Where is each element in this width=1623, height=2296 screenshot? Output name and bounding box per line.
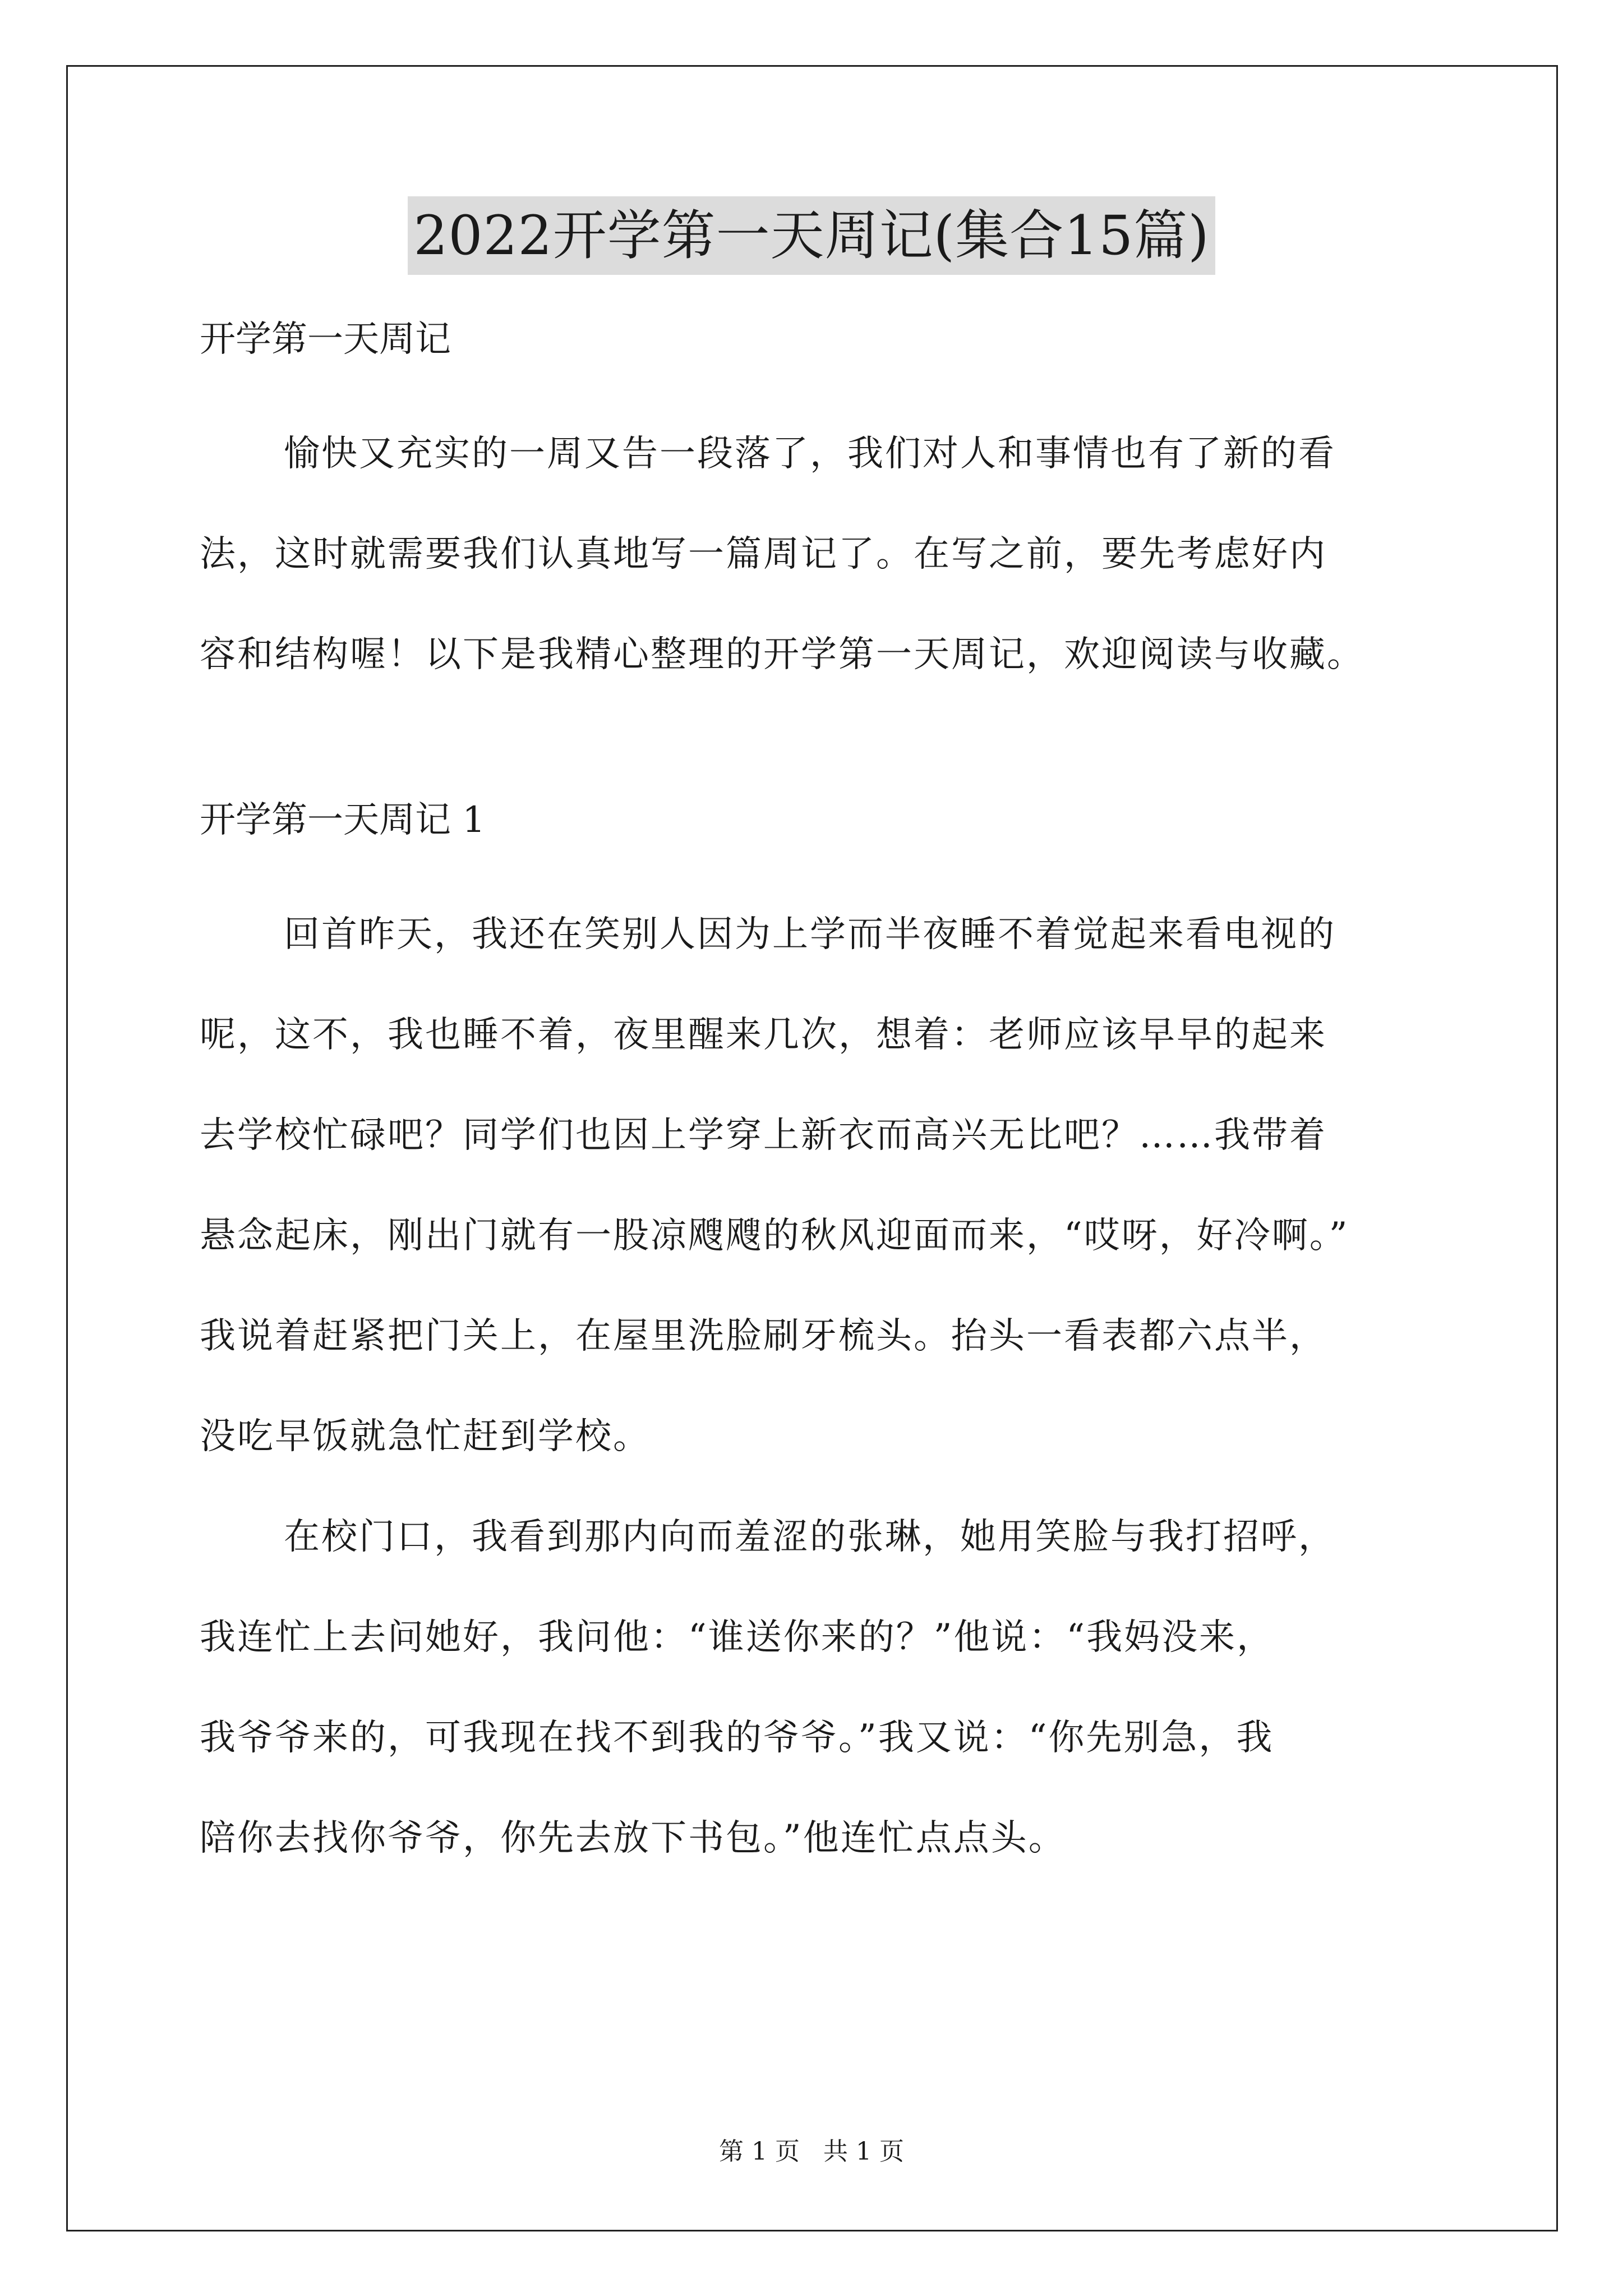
document-body: [200, 314, 1461, 1889]
page-total: 共 1 页: [823, 2137, 904, 2166]
intro-paragraph: [200, 404, 1461, 705]
paragraph-line: 在校门口，我看到那内向而羞涩的张琳，她用笑脸与我打招呼，: [284, 1516, 1336, 1558]
paragraph-line: 悬念起床，刚出门就有一股凉飕飕的秋风迎面而来，“哎呀，好冷啊。”: [200, 1215, 1349, 1257]
section-1-paragraph-1: [200, 885, 1461, 1487]
paragraph-line: 呢，这不，我也睡不着，夜里醒来几次，想着：老师应该早早的起来: [200, 1014, 1327, 1056]
intro-line: 容和结构喔！以下是我精心整理的开学第一天周记，欢迎阅读与收藏。: [200, 634, 1364, 675]
page-footer: [0, 2135, 1623, 2169]
intro-line: 法，这时就需要我们认真地写一篇周记了。在写之前，要先考虑好内: [200, 533, 1327, 575]
intro-line: 愉快又充实的一周又告一段落了，我们对人和事情也有了新的看: [284, 433, 1336, 475]
section-1-heading: 开学第一天周记 1: [200, 799, 486, 841]
title-container: [0, 196, 1623, 275]
paragraph-line: 回首昨天，我还在笑别人因为上学而半夜睡不着觉起来看电视的: [284, 914, 1336, 955]
paragraph-line: 我说着赶紧把门关上，在屋里洗脸刷牙梳头。抬头一看表都六点半，: [200, 1315, 1327, 1357]
section-1-paragraph-2: [200, 1487, 1461, 1889]
intro-heading: 开学第一天周记: [200, 319, 451, 360]
paragraph-line: 没吃早饭就急忙赶到学校。: [200, 1416, 651, 1457]
document-title: 2022开学第一天周记(集合15篇): [408, 196, 1215, 275]
paragraph-line: 去学校忙碌吧？同学们也因上学穿上新衣而高兴无比吧？……我带着: [200, 1115, 1327, 1156]
paragraph-line: 陪你去找你爷爷，你先去放下书包。”他连忙点点头。: [200, 1818, 1066, 1859]
paragraph-line: 我爷爷来的，可我现在找不到我的爷爷。”我又说：“你先别急，我: [200, 1717, 1274, 1759]
paragraph-line: 我连忙上去问她好，我问他：“谁送你来的？”他说：“我妈没来，: [200, 1617, 1275, 1658]
page-number: 第 1 页: [719, 2137, 800, 2166]
